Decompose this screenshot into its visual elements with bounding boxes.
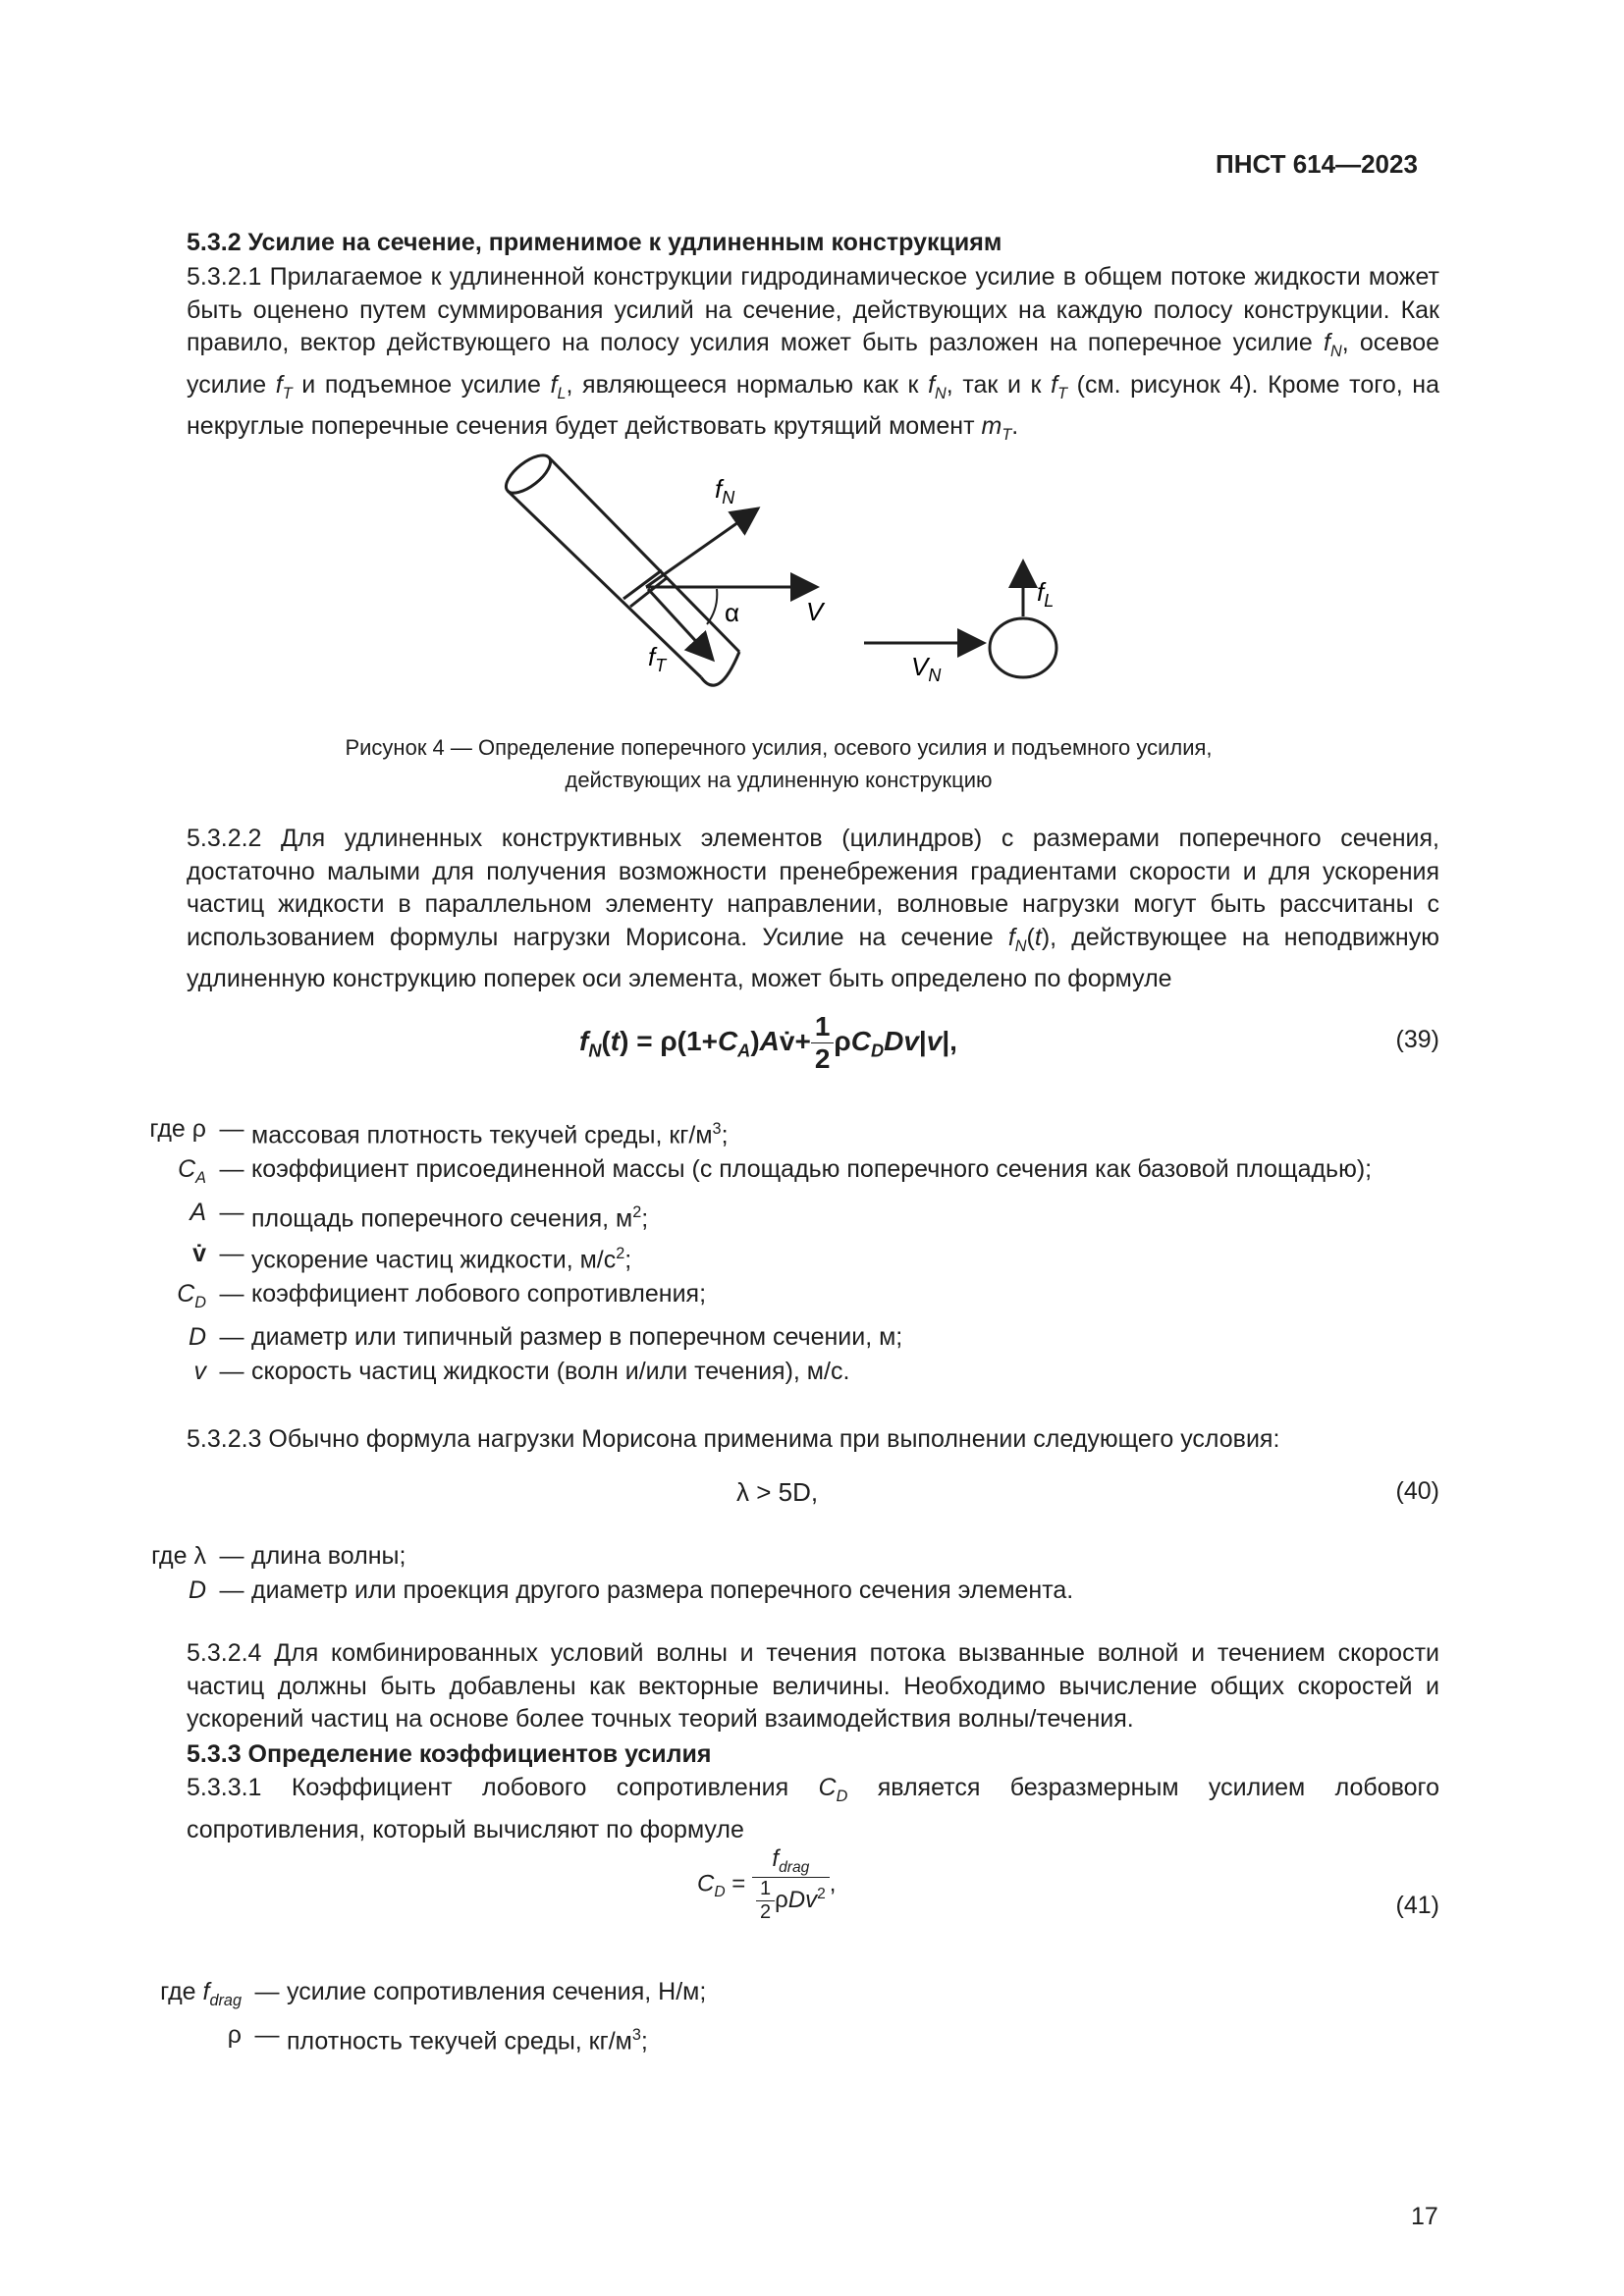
def-row-ca: $C_A$ — коэффициент присоединенной массы (с площадью поперечного сечения как базовой площадью); bbox=[178, 1155, 1373, 1188]
def-row-rho: где ρ — массовая плотность текучей среды, $кг/м^3$; bbox=[149, 1115, 729, 1149]
paragraph-5-3-2-2: 5.3.2.2 Для удлиненных конструктивных элементов (цилиндров) с размерами поперечного сечения, достаточно малыми для получения возможности пренебрежения градиентами скорости и для ускорения частиц жидкости в параллельном элементу направлении, волновые нагрузки могут быть рассчитаны с использованием формулы нагрузки Морисона. Усилие на сечение $f_N(t)$, действующее на неподвижную удлиненную конструкцию поперек оси элемента, может быть определено по формуле bbox=[187, 825, 1439, 993]
ft-arrow bbox=[648, 589, 713, 660]
definitions-eq-39 bbox=[108, 1112, 1443, 1389]
page-number: 17 bbox=[1411, 2203, 1438, 2230]
definitions-eq-40 bbox=[108, 1539, 1443, 1608]
def-row-vdot: v̇ — ускорение частиц жидкости, $м/с^2$; bbox=[192, 1239, 632, 1273]
label-fn: $f_N$ bbox=[715, 474, 735, 507]
section-heading-5-3-2: 5.3.2 Усилие на сечение, применимое к удлиненным конструкциям bbox=[187, 229, 1002, 256]
label-v: V bbox=[806, 597, 824, 626]
equation-40-number: (40) bbox=[1395, 1477, 1439, 1505]
section-heading-5-3-3: 5.3.3 Определение коэффициентов усилия bbox=[187, 1740, 712, 1768]
def-row-fdrag: где $f_{drag}$ — усилие сопротивления сечения, Н/м; bbox=[160, 1978, 707, 2009]
paragraph-5-3-3-1: 5.3.3.1 Коэффициент лобового сопротивления $C_D$ является безразмерным усилием лобового сопротивления, который вычисляют по формуле bbox=[187, 1774, 1439, 1843]
def-row-d: D — диаметр или типичный размер в поперечном сечении, м; bbox=[188, 1322, 903, 1351]
document-code: ПНСТ 614—2023 bbox=[1216, 149, 1418, 179]
label-alpha: α bbox=[725, 598, 740, 627]
equation-41: $C_D$ = $f_{drag}$ $\frac{1}{2}$ ρDv$^2$ , bbox=[697, 1845, 837, 1923]
label-fl: $f_L$ bbox=[1037, 577, 1055, 611]
def-row-rho-41: ρ — плотность текучей среды, $кг/м^3$; bbox=[227, 2021, 648, 2056]
def-row-lambda: где λ — длина волны; bbox=[151, 1542, 406, 1570]
label-vn: $V_N$ bbox=[911, 652, 942, 685]
figure-4-diagram bbox=[471, 442, 1100, 707]
equation-39-number: (39) bbox=[1395, 1026, 1439, 1053]
paragraph-5-3-2-3: 5.3.2.3 Обычно формула нагрузки Морисона применима при выполнении следующего условия: bbox=[187, 1425, 1280, 1453]
equation-39: $f_N(t)$ = $\rho(1+C_A)Av̇+$ $\frac{1}{2}$ $\rho C_DDv|v|$, bbox=[579, 1011, 957, 1074]
def-row-cd: $C_D$ — коэффициент лобового сопротивления; bbox=[177, 1279, 707, 1311]
label-ft: $f_T$ bbox=[648, 642, 667, 675]
def-row-v: v — скорость частиц жидкости (волн и/или течения), м/с. bbox=[193, 1357, 850, 1385]
def-row-d-40: D — диаметр или проекция другого размера поперечного сечения элемента. bbox=[188, 1576, 1074, 1604]
cross-section-circle bbox=[990, 618, 1056, 677]
paragraph-5-3-2-4: 5.3.2.4 Для комбинированных условий волны и течения потока вызванные волной и течением скорости частиц должны быть добавлены как векторные величины. Необходимо вычисление общих скоростей и ускорений частиц на основе более точных теорий взаимодействия волны/течения. bbox=[187, 1639, 1439, 1734]
def-row-a: A — площадь поперечного сечения, $м^2$; bbox=[189, 1199, 649, 1233]
equation-41-number: (41) bbox=[1395, 1892, 1439, 1919]
figure-4-caption: Рисунок 4 — Определение поперечного усилия, осевого усилия и подъемного усилия, действующих на удлиненную конструкцию bbox=[345, 735, 1213, 792]
paragraph-5-3-2-1: 5.3.2.1 Прилагаемое к удлиненной конструкции гидродинамическое усилие в общем потоке жидкости может быть оценено путем суммирования усилий на сечение, действующих на каждую полосу конструкции. Как правило, вектор действующего на полосу усилия может быть разложен на поперечное усилие $f_N$, осевое усилие $f_T$ и подъемное усилие $f_L$, являющееся нормалью как к $f_N$, так и к $f_T$ (см. рисунок 4). Кроме того, на некруглые поперечные сечения будет действовать крутящий момент $m_T$. bbox=[187, 263, 1439, 445]
definitions-eq-41 bbox=[118, 1975, 1453, 2058]
fn-arrow bbox=[646, 508, 758, 587]
equation-40: λ > 5D, bbox=[736, 1477, 819, 1507]
